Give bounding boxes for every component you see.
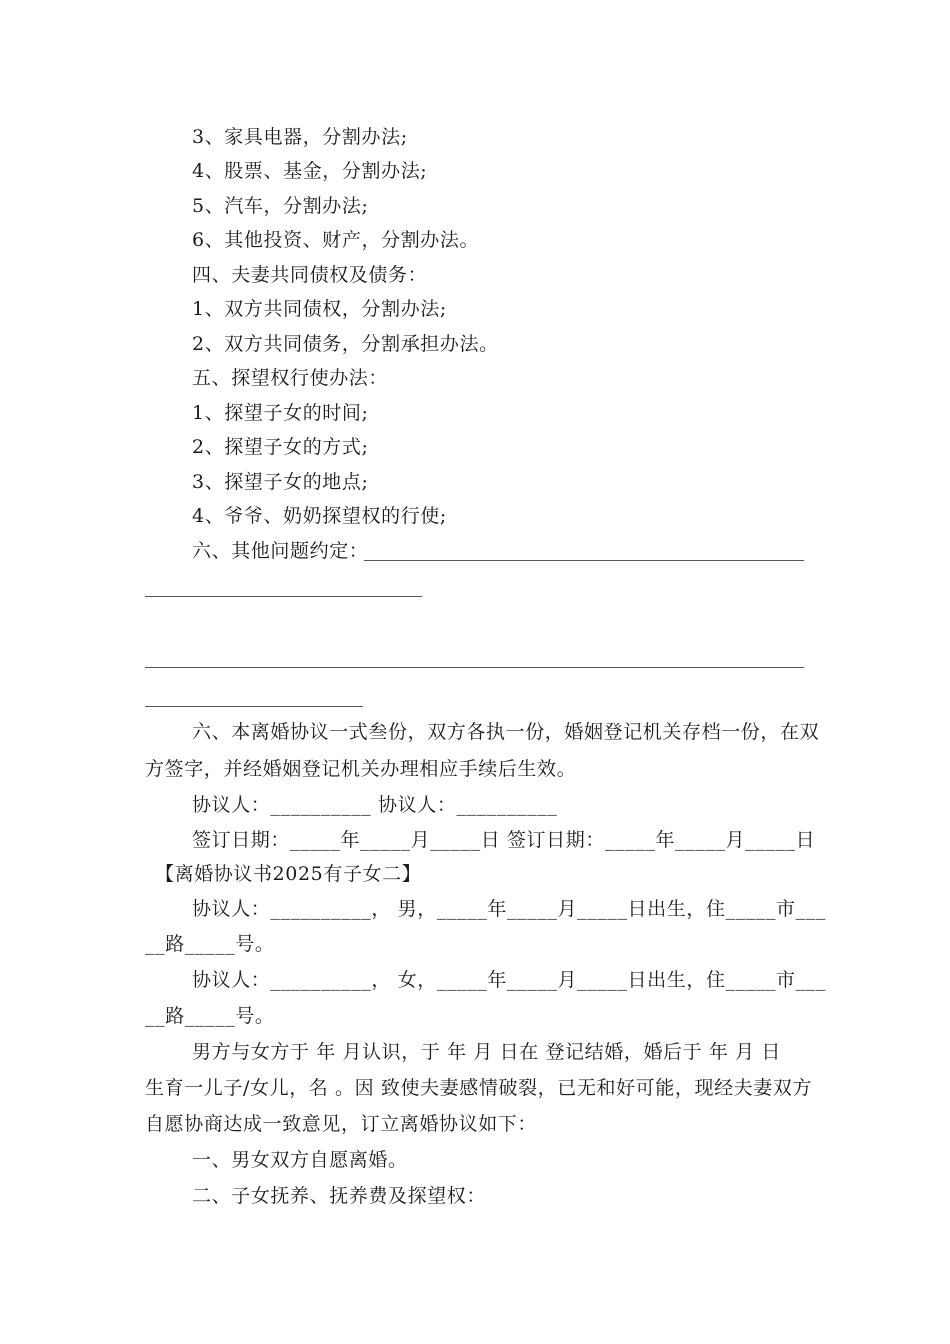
text-line: 1、探望子女的时间; (192, 402, 369, 424)
paragraph-line: 六、本离婚协议一式叁份，双方各执一份，婚姻登记机关存档一份，在双 (192, 721, 820, 743)
text-line: 5、汽车，分割办法; (192, 195, 369, 217)
paragraph-line: 生育一儿子/女儿，名 。因 致使夫妻感情破裂，已无和好可能，现经夫妻双方 (145, 1077, 813, 1099)
text-line: 4、爷爷、奶奶探望权的行使; (192, 505, 447, 527)
text-line: 4、股票、基金，分割办法; (192, 160, 428, 182)
text-line: 1、双方共同债权，分割办法; (192, 298, 447, 320)
text-line: 6、其他投资、财产，分割办法。 (192, 229, 480, 251)
document-title: 【离婚协议书2025有子女二】 (155, 863, 422, 885)
party-line: 协议人：__________， 女，_____年_____月_____日出生，住_____市___ (192, 969, 826, 991)
blank-line (145, 596, 422, 597)
blank-line (364, 560, 804, 561)
paragraph-line: 男方与女方于 年 月认识，于 年 月 日在 登记结婚，婚后于 年 月 日 (192, 1041, 781, 1063)
text-line: 2、双方共同债务，分割承担办法。 (192, 333, 499, 355)
text-line: 3、探望子女的地点; (192, 471, 369, 493)
paragraph-line: 方签字，并经婚姻登记机关办理相应手续后生效。 (145, 758, 577, 780)
paragraph-line: 自愿协商达成一致意见，订立离婚协议如下： (145, 1113, 538, 1135)
section-heading: 五、探望权行使办法： (192, 367, 389, 389)
signature-line: 协议人：__________ 协议人：__________ (192, 794, 558, 816)
party-line: 协议人：__________， 男，_____年_____月_____日出生，住_____市___ (192, 898, 826, 920)
blank-line (145, 706, 363, 707)
clause-line: 二、子女抚养、抚养费及探望权： (192, 1185, 487, 1207)
text-line: 2、探望子女的方式; (192, 436, 369, 458)
party-line: __路_____号。 (145, 1005, 275, 1027)
date-line: 签订日期：_____年_____月_____日 签订日期：_____年_____月_____日 (192, 829, 816, 851)
blank-line (145, 667, 804, 668)
section-heading: 六、其他问题约定： (192, 540, 369, 562)
section-heading: 四、夫妻共同债权及债务： (192, 264, 428, 286)
text-line: 3、家具电器，分割办法; (192, 126, 408, 148)
clause-line: 一、男女双方自愿离婚。 (192, 1149, 408, 1171)
party-line: __路_____号。 (145, 933, 275, 955)
